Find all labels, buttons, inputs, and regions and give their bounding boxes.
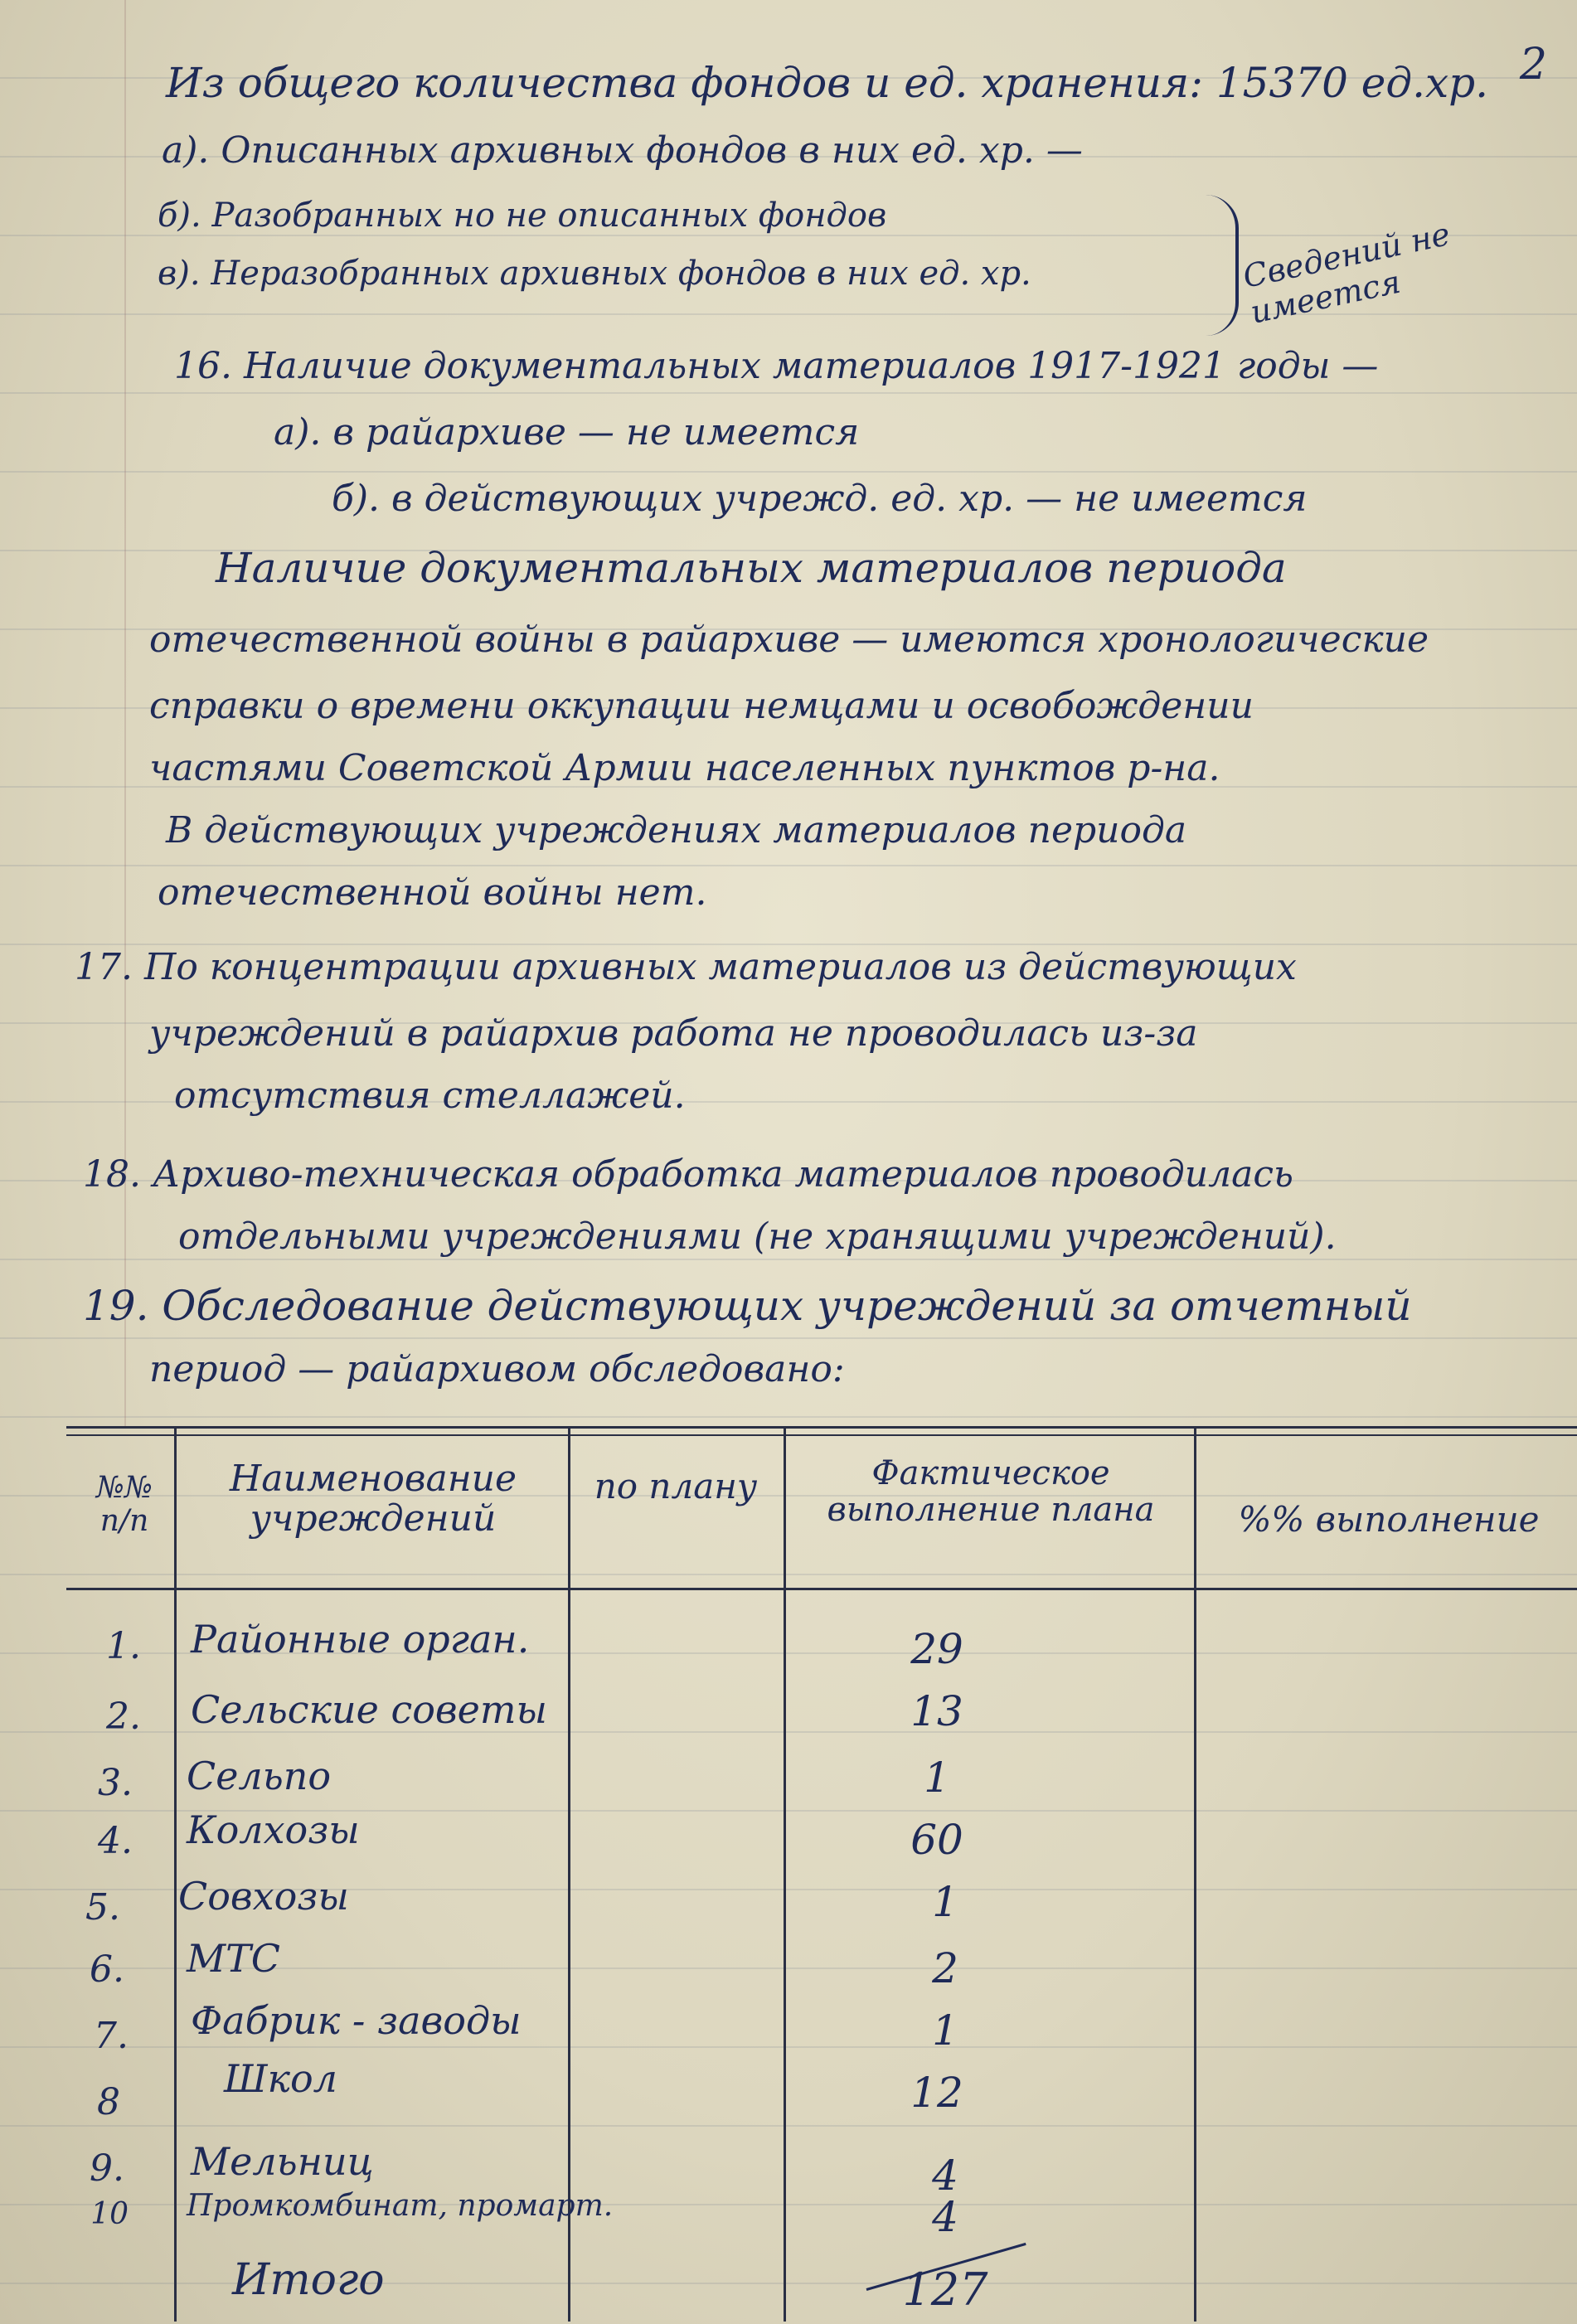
row-actual: 1 [932,1878,958,1926]
row-actual: 29 [910,1625,963,1673]
text-line-03: б). Разобранных но не описанных фондов [158,196,887,235]
page-number: 2 [1519,40,1547,90]
row-num: 5. [85,1886,120,1929]
row-actual: 13 [910,1687,963,1735]
row-name: Школ [224,2056,337,2101]
row-name: Мельниц [191,2139,374,2184]
text-line-16: отсутствия стеллажей. [174,1075,686,1117]
row-num: 3. [98,1762,133,1804]
row-num: 9. [90,2147,124,2190]
row-actual: 1 [924,1754,950,1802]
text-line-05: 16. Наличие документальных материалов 1917-1921 годы — [174,345,1379,387]
header-plan: по плану [594,1466,758,1506]
row-actual: 12 [910,2069,963,2117]
text-line-14: 17. По концентрации архивных материалов из действующих [75,946,1297,988]
header-num: №№ п/п [95,1471,153,1538]
row-num: 10 [90,2197,129,2231]
text-line-06: а). в райархиве — не имеется [274,411,860,454]
text-line-08: Наличие документальных материалов периода [216,544,1287,592]
text-line-01: Из общего количества фондов и ед. хранения: 15370 ед.хр. [166,59,1489,107]
text-line-18: отдельными учреждениями (не хранящими учреждений). [178,1215,1337,1258]
row-num: 8 [97,2081,120,2123]
total-value: 127 [902,2263,988,2316]
header-percent: %% выполнение [1238,1499,1540,1540]
table-top-rule-2 [66,1434,1577,1436]
text-line-02: а). Описанных архивных фондов в них ед. хр. — [162,129,1083,172]
text-line-09: отечественной войны в райархиве — имеются хронологические [149,619,1429,661]
table-top-rule [66,1426,1577,1429]
text-line-17: 18. Архиво-техническая обработка материалов проводилась [83,1153,1293,1196]
text-line-11: частями Советской Армии населенных пунктов р-на. [149,747,1220,789]
row-name: МТС [187,1936,280,1981]
row-num: 1. [106,1625,141,1667]
brace-mark [1202,195,1239,336]
col-divider-3 [784,1426,786,2322]
margin-rule [124,0,126,1426]
text-line-20: период — райархивом обследовано: [149,1348,845,1390]
text-line-10: справки о времени оккупации немцами и освобождении [149,685,1254,727]
text-line-13: отечественной войны нет. [158,871,707,914]
text-line-15: учреждений в райархив работа не проводилась из-за [149,1012,1198,1055]
row-actual: 60 [910,1816,963,1864]
col-divider-4 [1194,1426,1196,2322]
row-actual: 4 [932,2152,958,2200]
row-actual: 1 [932,2006,958,2055]
row-num: 6. [90,1948,124,1991]
table-header-rule [66,1588,1577,1590]
row-num: 7. [94,2015,129,2057]
row-actual: 2 [932,1944,958,1992]
row-actual: 4 [932,2193,958,2241]
col-divider-2 [568,1426,570,2322]
header-actual: Фактическое выполнение плана [827,1454,1155,1529]
header-name: Наименование учреждений [229,1458,517,1540]
row-num: 2. [106,1696,141,1738]
total-label: Итого [232,2255,385,2305]
row-name: Фабрик - заводы [191,1998,522,2043]
text-line-19: 19. Обследование действующих учреждений за отчетный [83,1282,1412,1330]
text-line-07: б). в действующих учрежд. ед. хр. — не имеется [332,478,1308,520]
row-name: Сельпо [187,1754,332,1798]
row-name: Сельские советы [191,1687,547,1732]
row-name: Районные орган. [191,1617,530,1662]
text-line-12: В действующих учреждениях материалов периода [166,809,1187,851]
col-divider-1 [174,1426,177,2322]
row-name: Совхозы [178,1874,349,1919]
row-name: Промкомбинат, промарт. [187,2189,614,2223]
text-line-04: в). Неразобранных архивных фондов в них ед. хр. [158,255,1031,293]
row-num: 4. [98,1820,133,1862]
row-name: Колхозы [187,1807,360,1852]
brace-note: Сведений не имеется [1240,215,1453,331]
